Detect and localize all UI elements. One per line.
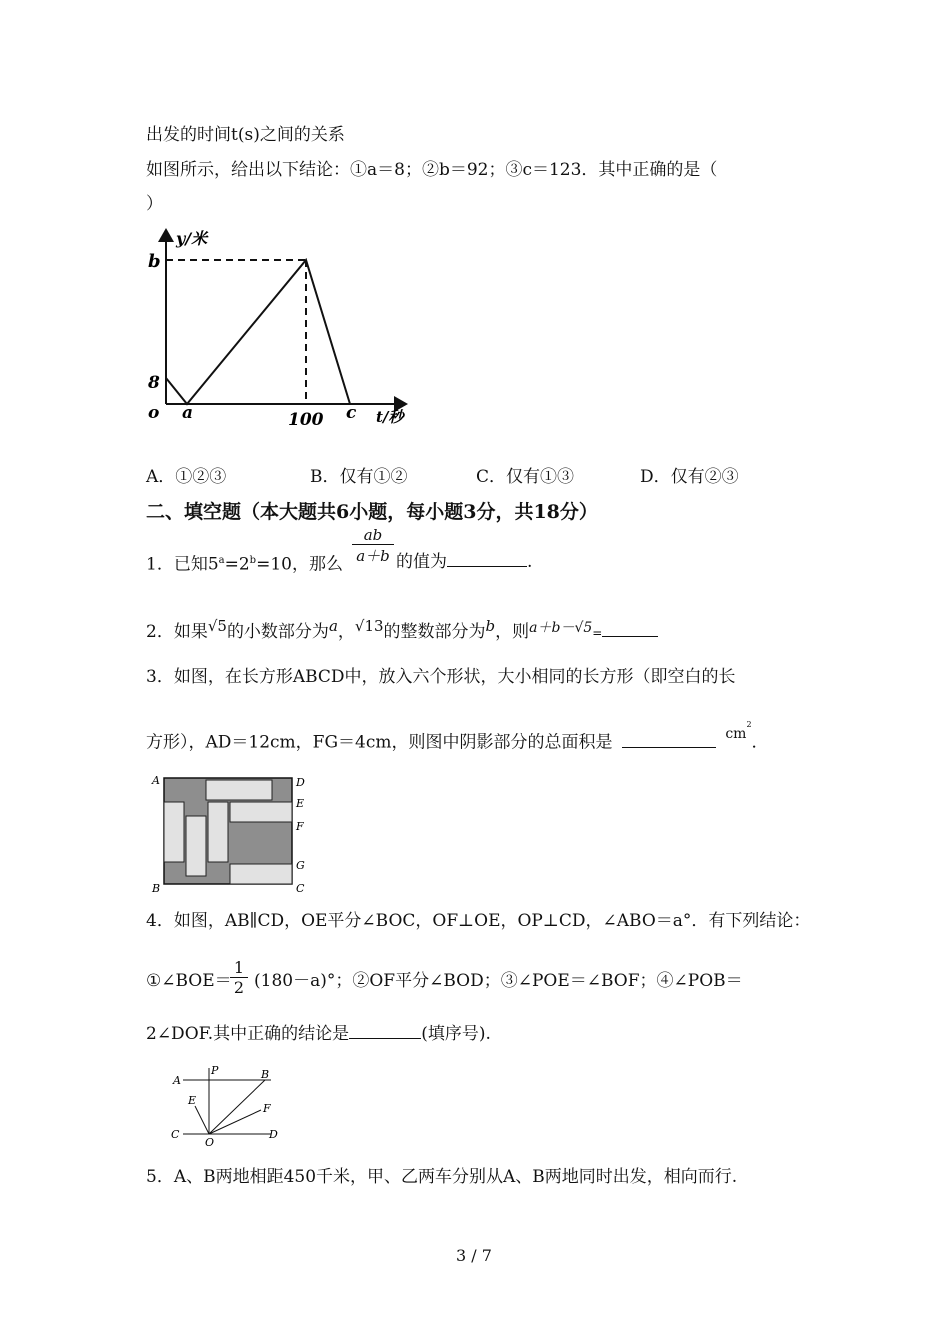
- svg-text:O: O: [205, 1136, 215, 1149]
- angle-figure: [165, 1060, 295, 1150]
- question-4-line2-post: (180－a)°；②OF平分∠BOD；③∠POE＝∠BOF；④∠POB＝: [254, 971, 743, 991]
- question-text-line: ）: [146, 194, 163, 214]
- svg-text:F: F: [296, 820, 304, 833]
- answer-blank[interactable]: [602, 620, 658, 637]
- question-3-line1: 3．如图，在长方形ABCD中，放入六个形状，大小相同的长方形（即空白的长: [146, 667, 736, 687]
- question-3-line2: 方形），AD＝12cm，FG＝4cm，则图中阴影部分的总面积是 $^{cm2}$．: [146, 720, 769, 753]
- line-OB: [209, 1080, 265, 1134]
- question-1: 1．已知$5^a=2^b=10$，那么: [146, 554, 343, 575]
- svg-text:C: C: [296, 882, 305, 894]
- white-rect: [164, 802, 184, 862]
- answer-blank[interactable]: [447, 550, 527, 567]
- fraction-half: $\frac{1}{2}$: [230, 958, 248, 997]
- question-1-tail: 的值为 .: [396, 552, 533, 572]
- page-number: 3 / 7: [456, 1246, 492, 1265]
- white-rect: [230, 802, 292, 822]
- white-rect: [186, 816, 206, 876]
- option-d[interactable]: D．仅有②③: [640, 467, 739, 487]
- b-label: b: [148, 251, 161, 272]
- svg-text:P: P: [211, 1064, 219, 1077]
- line-OE: [195, 1106, 209, 1134]
- svg-text:E: E: [296, 797, 305, 810]
- svg-text:B: B: [152, 882, 161, 894]
- answer-blank[interactable]: [622, 731, 716, 748]
- question-text-line: 如图所示，给出以下结论：①a＝8；②b＝92；③c＝123．其中正确的是（: [146, 160, 718, 180]
- option-c[interactable]: C．仅有①③: [476, 467, 575, 487]
- origin-label: o: [148, 403, 160, 423]
- svg-text:G: G: [296, 859, 305, 872]
- svg-text:B: B: [261, 1068, 270, 1081]
- svg-text:A: A: [173, 1074, 181, 1087]
- svg-text:A: A: [152, 774, 160, 787]
- svg-text:E: E: [188, 1094, 197, 1107]
- svg-text:D: D: [269, 1128, 278, 1141]
- white-rect: [208, 802, 228, 862]
- svg-text:D: D: [296, 776, 305, 789]
- a-label: a: [182, 403, 194, 423]
- x-axis-label: t/秒: [376, 408, 404, 426]
- question-4-line1: 4．如图，AB∥CD，OE平分∠BOC，OF⊥OE，OP⊥CD，∠ABO＝a°．有下列结论：: [146, 911, 811, 931]
- fraction-ab: $\frac{ab}{a+b}$: [352, 526, 394, 566]
- y-axis-label: y/米: [176, 229, 208, 248]
- question-text-line: 出发的时间t(s)之间的关系: [146, 125, 345, 145]
- option-a[interactable]: A．①②③: [146, 467, 227, 487]
- question-4-line2-pre: ①∠BOE＝: [146, 971, 232, 991]
- svg-text:F: F: [263, 1102, 271, 1115]
- section-heading: 二、填空题（本大题共6小题，每小题3分，共18分）: [146, 501, 598, 523]
- question-5-line1: 5．A、B两地相距450千米，甲、乙两车分别从A、B两地同时出发，相向而行.: [146, 1167, 738, 1187]
- graph-line: [166, 260, 350, 404]
- distance-time-graph: [140, 222, 420, 434]
- hundred-label: 100: [288, 410, 324, 430]
- option-b[interactable]: B．仅有①②: [310, 467, 408, 487]
- rectangle-figure: [150, 772, 310, 894]
- c-label: c: [346, 403, 357, 423]
- line-OF: [209, 1110, 261, 1134]
- white-rect: [206, 780, 272, 800]
- answer-blank[interactable]: [349, 1022, 421, 1039]
- svg-text:C: C: [171, 1128, 180, 1141]
- question-4-line3: 2∠DOF.其中正确的结论是 (填序号).: [146, 1024, 491, 1044]
- eight-label: 8: [148, 373, 160, 393]
- white-rect: [230, 864, 292, 884]
- question-2: 2．如果√5的小数部分为a，√13的整数部分为b，则$^{a+b-√5}$=: [146, 620, 658, 644]
